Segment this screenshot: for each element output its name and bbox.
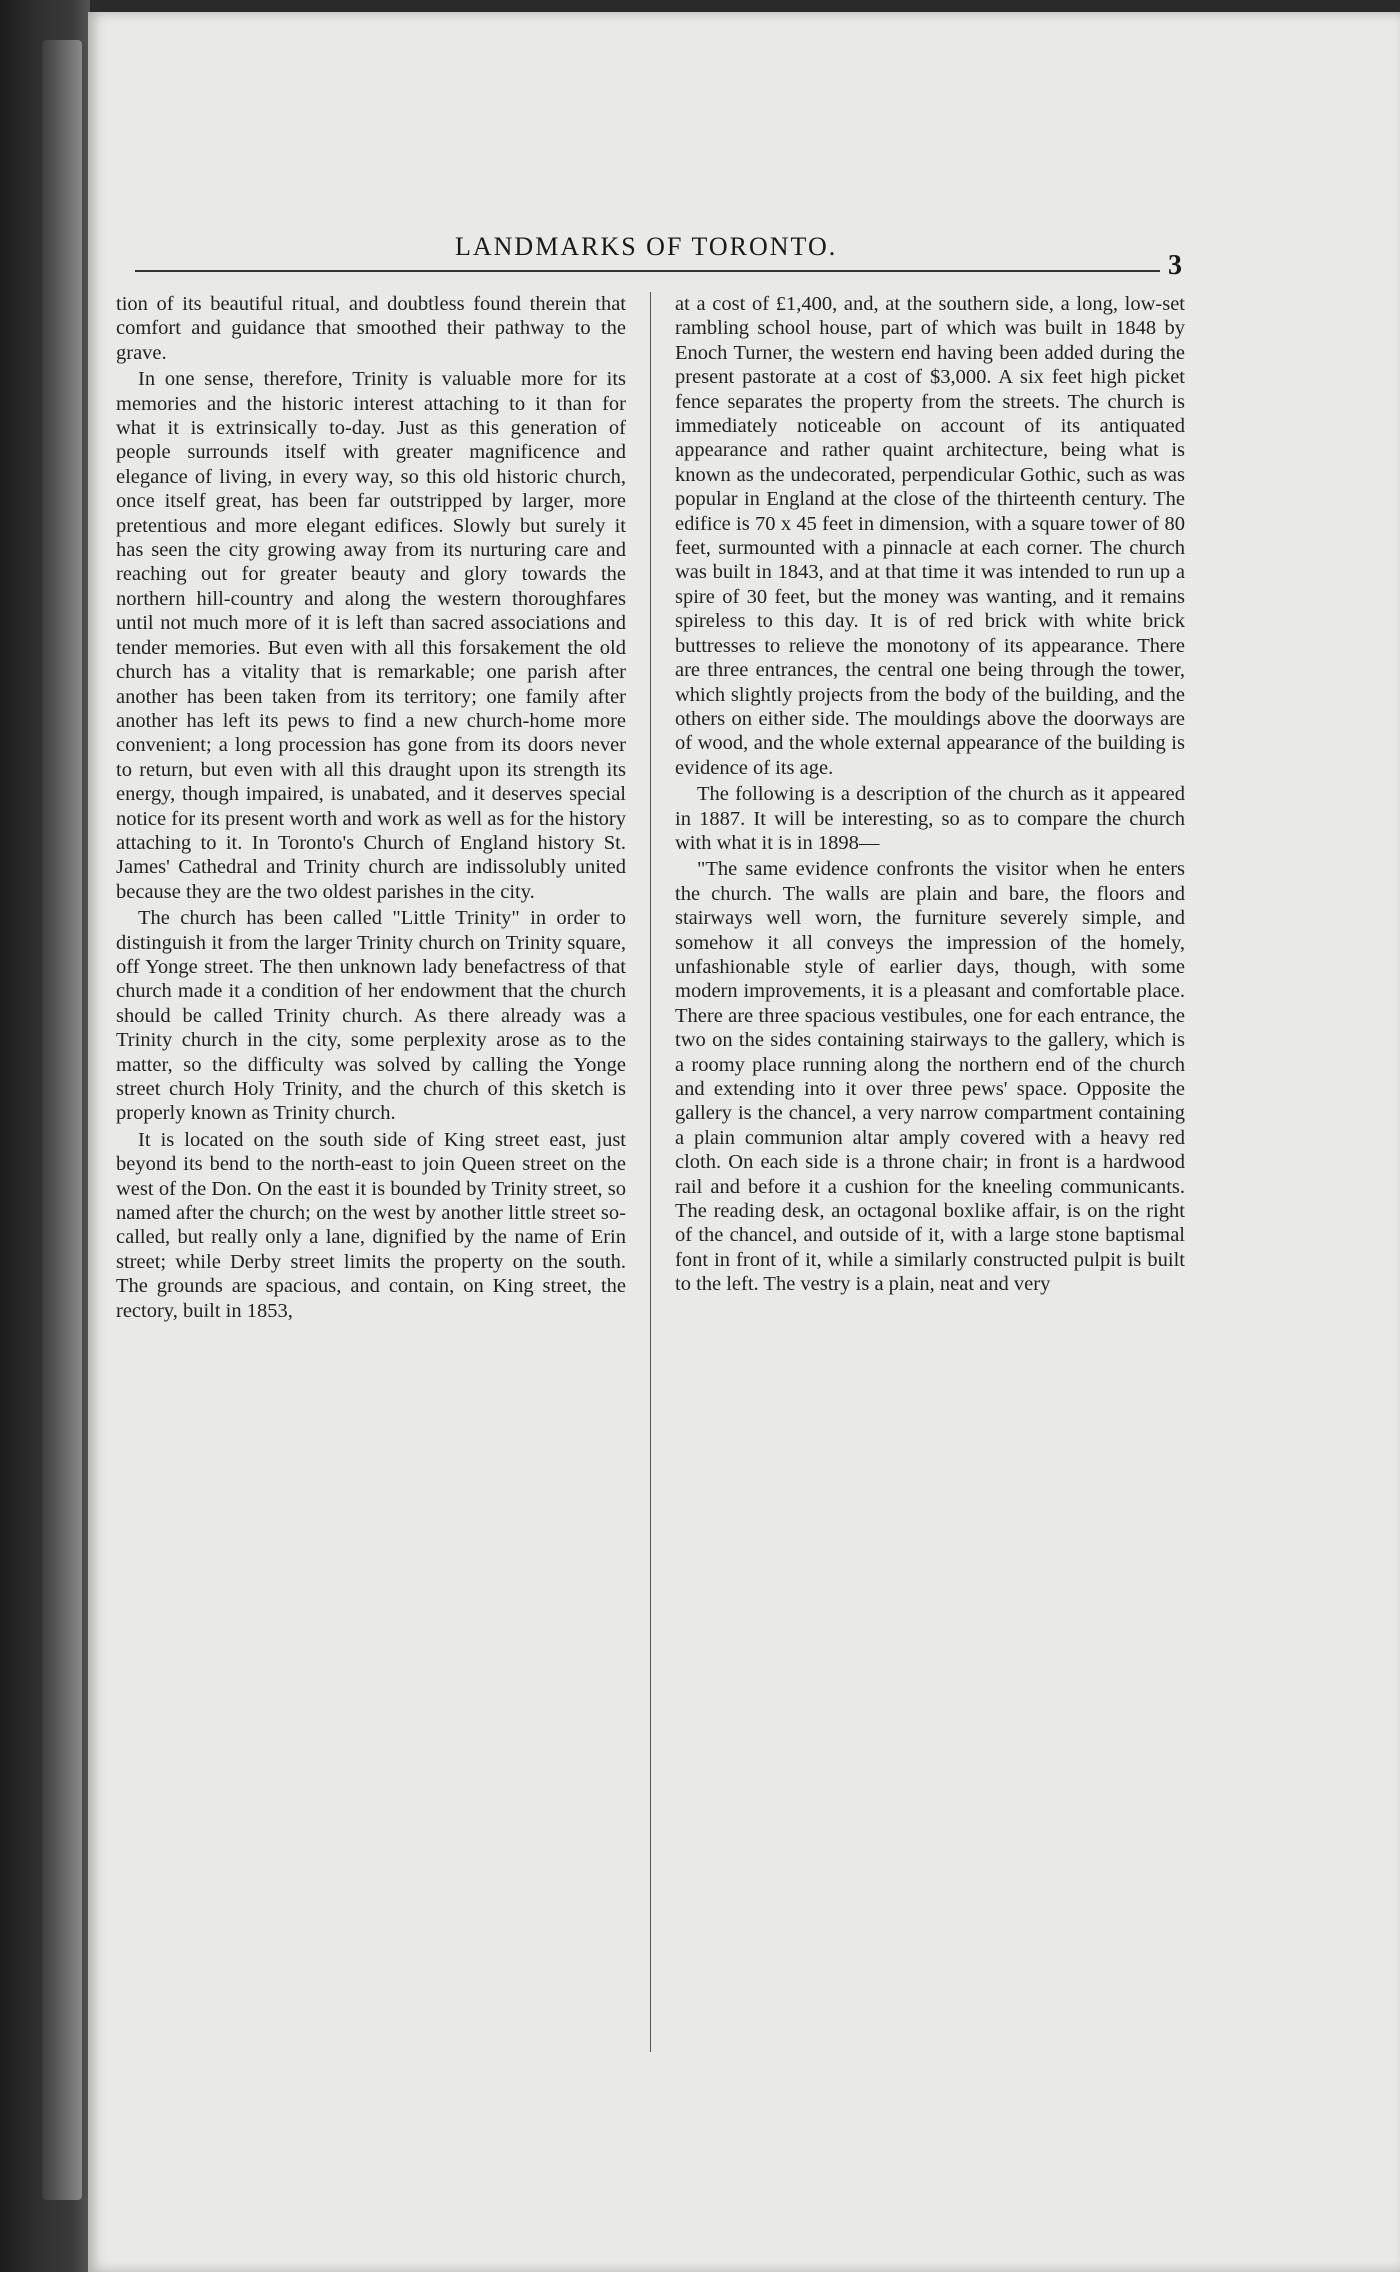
- paragraph: "The same evidence confronts the visitor when he enters the church. The walls are plain and bare, the floors and stairways well worn, the furniture severely simple, and somehow it all conveys the impression of the homely, unfashionable style of earlier days, though, with some modern improvements, it is a pleasant and comfortable place. There are three spacious vestibules, one for each entrance, the two on the sides containing stairways to the gallery, which is a roomy place running along the northern end of the church and extending into it over three pews' space. Opposite the gallery is the chancel, a very narrow compartment containing a plain communion altar amply covered with a heavy red cloth. On each side is a throne chair; in front is a hardwood rail and before it a cushion for the kneeling communicants. The reading desk, an octagonal boxlike affair, is on the right of the chancel, and outside of it, with a large stone baptismal font in front of it, while a similarly constructed pulpit is built to the left. The vestry is a plain, neat and very: [675, 858, 1185, 1296]
- page-number: 3: [1168, 250, 1182, 281]
- paragraph: at a cost of £1,400, and, at the southern side, a long, low-set rambling school house, part of which was built in 1848 by Enoch Turner, the western end having been added during the present pastorate at a cost of $3,000. A six feet high picket fence separates the property from the streets. The church is immediately noticeable on account of its antiquated appearance and rather quaint architecture, being what is known as the undecorated, perpendicular Gothic, such as was popular in England at the close of the thirteenth century. The edifice is 70 x 45 feet in dimension, with a square tower of 80 feet, surmounted with a pinnacle at each corner. The church was built in 1843, and at that time it was intended to run up a spire of 30 feet, but the money was wanting, and it remains spireless to this day. It is of red brick with white brick buttresses to relieve the monotony of its appearance. There are three entrances, the central one being through the tower, which slightly projects from the body of the building, and the others on either side. The mouldings above the doorways are of wood, and the whole external appearance of the building is evidence of its age.: [675, 293, 1185, 779]
- running-head-title: LANDMARKS OF TORONTO.: [455, 232, 838, 261]
- paragraph: tion of its beautiful ritual, and doubtless found therein that comfort and guidance that smoothed their pathway to the grave.: [116, 293, 626, 364]
- paragraph: The following is a description of the church as it appeared in 1887. It will be interesting, so as to compare the church with what it is in 1898—: [675, 783, 1185, 854]
- book-spine: [42, 40, 82, 2200]
- header-rule: [135, 270, 1160, 272]
- paragraph: In one sense, therefore, Trinity is valuable more for its memories and the historic interest attaching to it than for what it is extrinsically to-day. Just as this generation of people surrounds itself with greater magnificence and elegance of living, in every way, so this old historic church, once itself great, has been far outstripped by larger, more pretentious and more elegant edifices. Slowly but surely it has seen the city growing away from its nurturing care and reaching out for greater beauty and glory towards the northern hill-country and along the western thoroughfares until not much more of it is left than sacred associations and tender memories. But even with all this forsakement the old church has a vitality that is remarkable; one parish after another has been taken from its territory; one family after another has left its pews to find a new church-home more convenient; a long procession has gone from its doors never to return, but even with all this draught upon its strength its energy, though impaired, is unabated, and it deserves special notice for its present worth and work as well as for the history attaching to it. In Toronto's Church of England history St. James' Cathedral and Trinity church are indissolubly united because they are the two oldest parishes in the city.: [116, 368, 626, 903]
- paragraph: The church has been called "Little Trinity" in order to distinguish it from the larger Trinity church on Trinity square, off Yonge street. The then unknown lady benefactress of that church made it a condition of her endowment that the church should be called Trinity church. As there already was a Trinity church in the city, some perplexity arose as to the matter, so the difficulty was solved by calling the Yonge street church Holy Trinity, and the church of this sketch is properly known as Trinity church.: [116, 907, 626, 1125]
- right-column: [675, 292, 1185, 1297]
- paragraph: It is located on the south side of King street east, just beyond its bend to the north-east to join Queen street on the west of the Don. On the east it is bounded by Trinity street, so named after the church; on the west by another little street so-called, but really only a lane, dignified by the name of Erin street; while Derby street limits the property on the south. The grounds are spacious, and contain, on King street, the rectory, built in 1853,: [116, 1128, 626, 1322]
- column-divider: [650, 292, 651, 2052]
- left-column: [116, 292, 626, 1323]
